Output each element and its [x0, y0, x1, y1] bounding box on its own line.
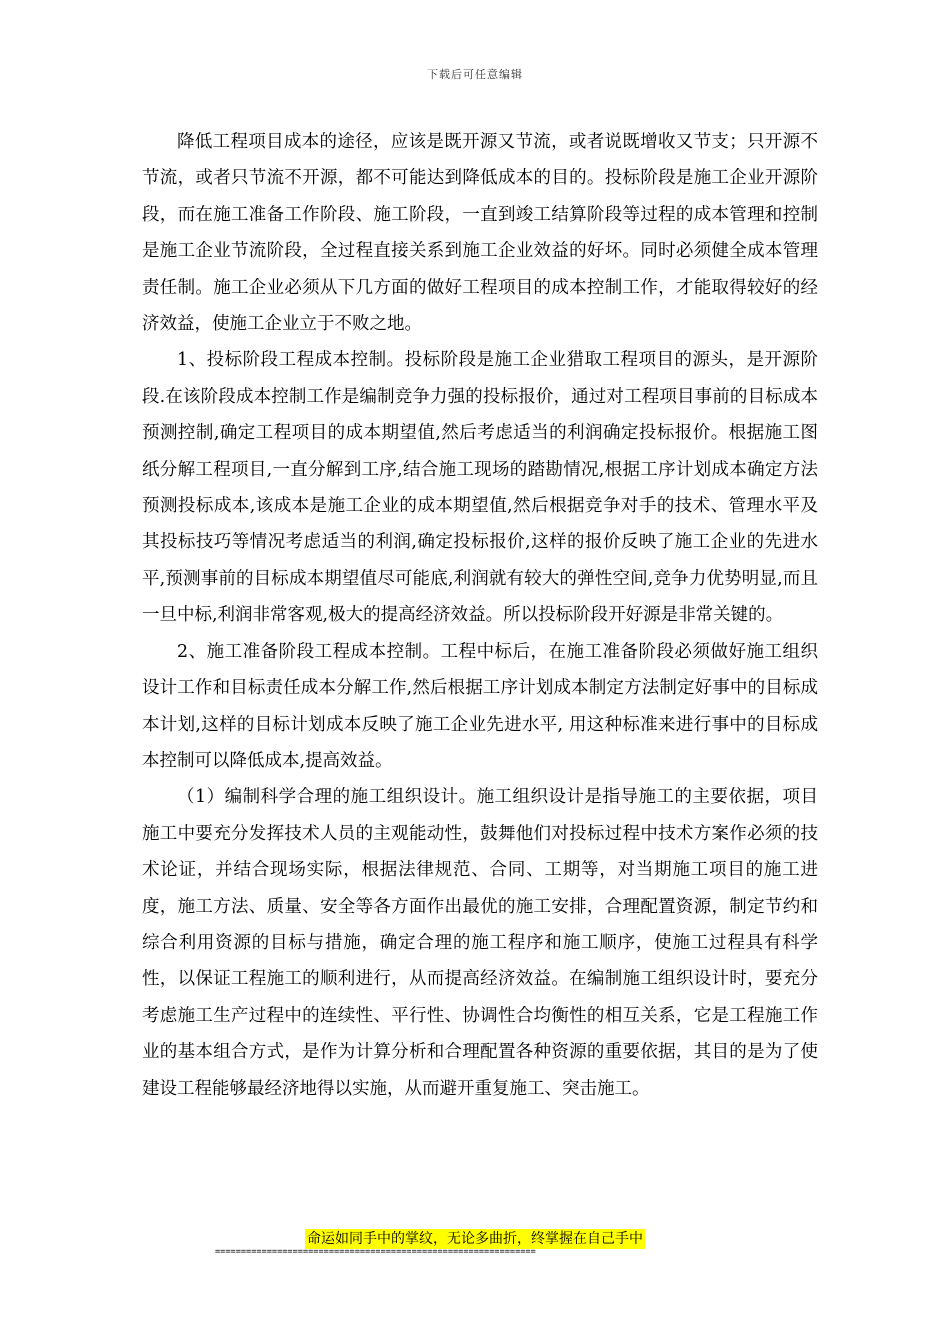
paragraph-bidding-stage: 1、投标阶段工程成本控制。投标阶段是施工企业猎取工程项目的源头，是开源阶段.在该阶段成本控制工作是编制竞争力强的投标报价，通过对工程项目事前的目标成本预测控制,确定工程项目的成本期望值,然后考虑适当的利润确定投标报价。根据施工图纸分解工程项目,一直分解到工序,结合施工现场的踏勘情况,根据工序计划成本确定方法预测投标成本,该成本是施工企业的成本期望值,然后根据竞争对手的技术、管理水平及其投标技巧等情况考虑适当的利润,确定投标报价,这样的报价反映了施工企业的先进水平,预测事前的目标成本期望值尽可能底,利润就有较大的弹性空间,竞争力优势明显,而且一旦中标,利润非常客观,极大的提高经济效益。所以投标阶段开好源是非常关键的。	[142, 350, 818, 626]
document-body	[142, 124, 818, 1107]
paragraph-intro: 降低工程项目成本的途径，应该是既开源又节流，或者说既增收又节支；只开源不节流，或者只节流不开源，都不可能达到降低成本的目的。投标阶段是施工企业开源阶段，而在施工准备工作阶段、施工阶段，一直到竣工结算阶段等过程的成本管理和控制是施工企业节流阶段，全过程直接关系到施工企业效益的好坏。同时必须健全成本管理责任制。施工企业必须从下几方面的做好工程项目的成本控制工作，才能取得较好的经济效益，使施工企业立于不败之地。	[142, 132, 818, 335]
paragraph-preparation-stage: 2、施工准备阶段工程成本控制。工程中标后，在施工准备阶段必须做好施工组织设计工作和目标责任成本分解工作,然后根据工序计划成本制定方法制定好事中的目标成本计划,这样的目标计划成本反映了施工企业先进水平, 用这种标准来进行事中的目标成本控制可以降低成本,提高效益。	[142, 641, 818, 771]
footer-motto: 命运如同手中的掌纹，无论多曲折，终掌握在自己手中	[307, 1231, 643, 1247]
paragraph-construction-design: （1）编制科学合理的施工组织设计。施工组织设计是指导施工的主要依据，项目施工中要充分发挥技术人员的主观能动性，鼓舞他们对投标过程中技术方案作必须的技术论证，并结合现场实际，根据法律规范、合同、工期等，对当期施工项目的施工进度，施工方法、质量、安全等各方面作出最优的施工安排，合理配置资源，制定节约和综合利用资源的目标与措施，确定合理的施工程序和施工顺序，使施工过程具有科学性，以保证工程施工的顺利进行，从而提高经济效益。在编制施工组织设计时，要充分考虑施工生产过程中的连续性、平行性、协调性合均衡性的相互关系，它是工程施工作业的基本组合方式，是作为计算分析和合理配置各种资源的重要依据，其目的是为了使建设工程能够最经济地得以实施，从而避开重复施工、突击施工。	[142, 787, 818, 1099]
footer-rule: ==============================================================	[215, 1247, 536, 1257]
header-note: 下载后可任意编辑	[427, 68, 523, 81]
